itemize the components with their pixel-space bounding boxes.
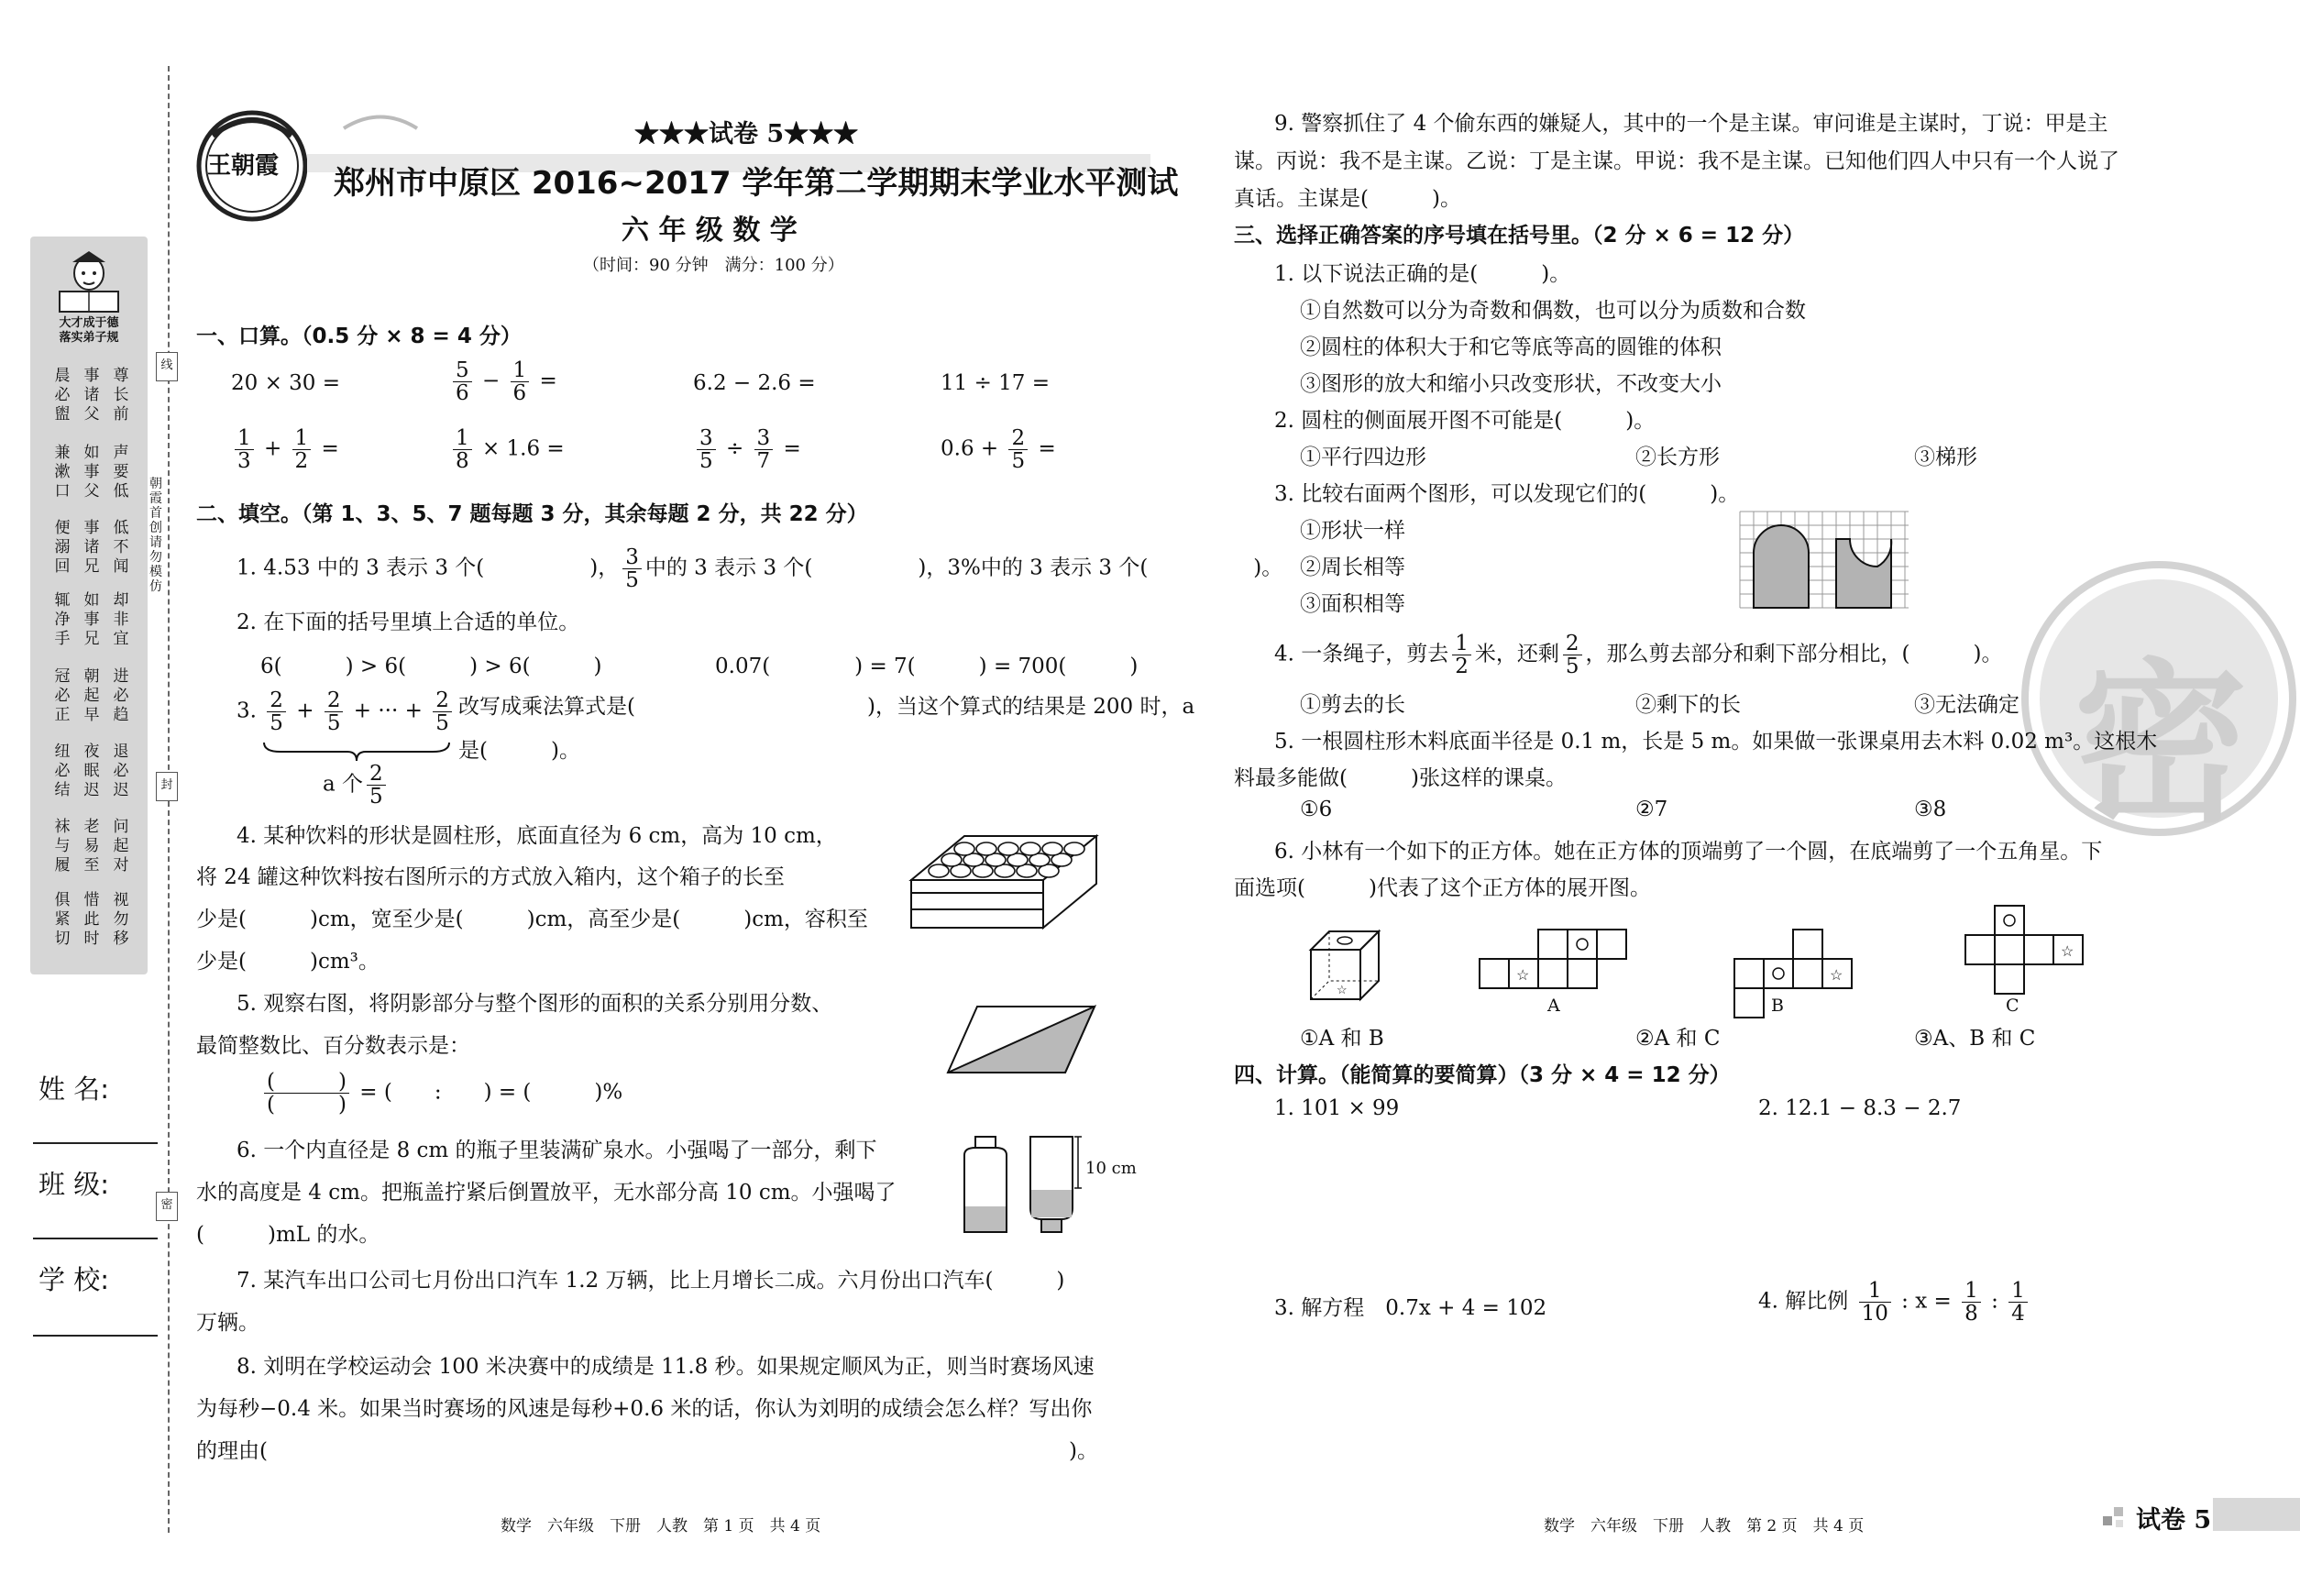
- denominator: 10: [1861, 1302, 1888, 1326]
- question-text: ，那么剪去部分和剩下部分相比，( )。: [1585, 642, 2003, 666]
- poem-column: 纽必结: [54, 743, 71, 799]
- denominator: 8: [456, 449, 469, 474]
- paper-tag: ★★★试卷 5★★★: [634, 120, 859, 149]
- calc-q3: 3. 解方程 0.7x + 4 = 102: [1274, 1296, 1547, 1320]
- poem-column: 老易至: [83, 818, 100, 875]
- denominator: 4: [2011, 1302, 2025, 1326]
- oral-q1: 20 × 30 =: [231, 371, 341, 395]
- fill-q3-text: 改写成乘法算式是( )，当这个算式的结果是 200 时，a: [458, 695, 1195, 719]
- page1-footer: 数学 六年级 下册 人教 第 1 页 共 4 页: [501, 1517, 821, 1535]
- page2-footer: 数学 六年级 下册 人教 第 2 页 共 4 页: [1544, 1517, 1865, 1535]
- choice-q4-opt3[interactable]: ③无法确定: [1914, 693, 2019, 717]
- fraction: [754, 427, 774, 472]
- exam-title: 郑州市中原区 2016~2017 学年第二学期期末学业水平测试: [334, 165, 1179, 202]
- fill-q8-line1: 8. 刘明在学校运动会 100 米决赛中的成绩是 11.8 秒。如果规定顺风为正，则当时赛场风速: [237, 1355, 1095, 1379]
- choice-q4: [1274, 633, 2003, 677]
- fraction: [1452, 633, 1471, 677]
- net-b-label: B: [1771, 996, 1784, 1016]
- choice-q2-opt3[interactable]: ③梯形: [1914, 446, 1977, 469]
- choice-q4-opt2[interactable]: ②剩下的长: [1635, 693, 1741, 717]
- fraction: [1962, 1280, 1981, 1325]
- poem-column: 尊长前: [113, 367, 129, 424]
- fill-q3-text2: 是( )。: [458, 739, 580, 763]
- choice-q5-opt3[interactable]: ③8: [1914, 798, 1947, 821]
- section2-title: 二、填空。（第 1、3、5、7 题每题 3 分，其余每题 2 分，共 22 分）: [196, 502, 868, 526]
- answer-rest: = ( : ) = ( )%: [359, 1080, 623, 1105]
- net-c-figure: [1964, 904, 2086, 997]
- question-text: 中的 3 表示 3 个( )，3%中的 3 表示 3 个( )。: [644, 556, 1283, 580]
- fill-q2-row-a: 6( ) > 6( ) > 6( ): [260, 655, 602, 678]
- name-field[interactable]: [33, 1142, 158, 1144]
- fraction: [235, 427, 254, 472]
- motto-line-1: 大才成于德: [59, 316, 119, 330]
- fill-q9-line2: 谋。丙说：我不是主谋。乙说：丁是主谋。甲说：我不是主谋。已知他们四人中只有一个人说了: [1234, 149, 2119, 173]
- choice-q1-opt1[interactable]: ①自然数可以分为奇数和偶数，也可以分为质数和合数: [1300, 299, 1806, 323]
- school-field[interactable]: [33, 1335, 158, 1337]
- class-field[interactable]: [33, 1238, 158, 1239]
- fraction: [2008, 1280, 2028, 1325]
- poem-column: 退必迟: [113, 743, 129, 799]
- poem-column: 兼漱口: [54, 444, 71, 501]
- oral-q4: 11 ÷ 17 =: [941, 371, 1051, 395]
- name-label: 姓 名:: [39, 1073, 109, 1105]
- corner-squares-icon: [2092, 1503, 2129, 1531]
- denominator: 2: [294, 449, 309, 474]
- time-score: （时间：90 分钟 满分：100 分）: [583, 256, 844, 275]
- equals: =: [783, 436, 801, 461]
- numerator: 3: [697, 427, 716, 450]
- choice-q6-line2: 面选项( )代表了这个正方体的展开图。: [1234, 876, 1651, 900]
- choice-q3-opt2[interactable]: ②周长相等: [1300, 556, 1405, 579]
- poem-column: 夜眠迟: [83, 743, 100, 799]
- numerator: 1: [235, 427, 254, 450]
- section4-title: 四、计算。（能简算的要简算）（3 分 × 4 = 12 分）: [1234, 1063, 1731, 1087]
- operator: −: [481, 369, 501, 393]
- numerator: 3: [622, 546, 642, 569]
- fill-q4-line4: 少是( )cm³。: [196, 950, 380, 974]
- numerator: 2: [1008, 427, 1028, 450]
- operator: : x =: [1901, 1289, 1952, 1314]
- answer-fraction[interactable]: [264, 1071, 349, 1116]
- choice-q6-line1: 6. 小林有一个如下的正方体。她在正方体的顶端剪了一个圆，在底端剪了一个五角星。下: [1274, 840, 2103, 864]
- denominator: 7: [756, 449, 771, 474]
- poem-column: 视勿移: [113, 891, 129, 948]
- choice-q1-opt3[interactable]: ③图形的放大和缩小只改变形状，不改变大小: [1300, 372, 1722, 396]
- poem-column: 朝起早: [83, 667, 100, 724]
- bottle-figure: [961, 1135, 1089, 1236]
- choice-q2-opt1[interactable]: ①平行四边形: [1300, 446, 1426, 469]
- calc-q2: 2. 12.1 − 8.3 − 2.7: [1758, 1096, 1962, 1120]
- corner-paper-tag: 试卷 5: [2136, 1506, 2212, 1535]
- poem-column: 辄净手: [54, 591, 71, 648]
- question-text: 4. 解比例: [1758, 1289, 1849, 1314]
- denominator: 8: [1964, 1302, 1978, 1326]
- fill-q5-line1: 5. 观察右图，将阴影部分与整个图形的面积的关系分别用分数、: [237, 992, 833, 1016]
- question-text: 1. 4.53 中的 3 表示 3 个( )，: [237, 556, 620, 580]
- section3-title: 三、选择正确答案的序号填在括号里。（2 分 × 6 = 12 分）: [1234, 224, 1805, 248]
- net-b-figure: [1733, 928, 1855, 1019]
- copyright-note: 朝霞首创 请勿模仿: [149, 477, 175, 594]
- denominator: 5: [326, 711, 341, 736]
- scholar-figure-icon: [41, 246, 137, 315]
- school-label: 学 校:: [39, 1264, 109, 1295]
- choice-q5-opt1[interactable]: ①6: [1300, 798, 1333, 821]
- choice-q4-opt1[interactable]: ①剪去的长: [1300, 693, 1405, 717]
- fill-q3: [237, 689, 456, 734]
- fraction: [453, 359, 472, 404]
- net-c-label: C: [2006, 996, 2019, 1016]
- oral-q5: [231, 427, 339, 472]
- bottle-figure-label: 10 cm: [1085, 1159, 1137, 1178]
- poem-column: 事诸兄: [83, 519, 100, 576]
- poem-column: 俱紧切: [54, 891, 71, 948]
- fraction: [622, 546, 642, 591]
- numerator: 1: [453, 427, 472, 450]
- denominator: 6: [512, 381, 527, 406]
- cut-mark-line: 线: [156, 352, 178, 381]
- poem-column: 如事兄: [83, 591, 100, 648]
- calc-q1: 1. 101 × 99: [1274, 1096, 1400, 1120]
- choice-q2-opt2[interactable]: ②长方形: [1635, 446, 1720, 469]
- equals: =: [321, 436, 339, 461]
- can-box-figure: [909, 834, 1098, 937]
- poem-column: 惜此时: [83, 891, 100, 948]
- net-a-label: A: [1547, 996, 1560, 1016]
- net-a-figure: [1478, 928, 1634, 990]
- fill-q4-line2: 将 24 罐这种饮料按右图所示的方式放入箱内，这个箱子的长至: [196, 865, 785, 889]
- corner-tag-bg: [2213, 1498, 2300, 1531]
- numerator: 1: [2008, 1280, 2028, 1303]
- choice-q3-opt3[interactable]: ③面积相等: [1300, 592, 1405, 616]
- question-text: 4. 一条绳子，剪去: [1274, 642, 1449, 666]
- parallelogram-figure: [946, 1005, 1096, 1074]
- section1-title: 一、口算。（0.5 分 × 8 = 4 分）: [196, 325, 522, 348]
- poem-column: 冠必正: [54, 667, 71, 724]
- poem-column: 袜与履: [54, 818, 71, 875]
- numerator: 2: [433, 689, 452, 712]
- exam-subject: 六 年 级 数 学: [622, 215, 798, 247]
- fraction: [292, 427, 312, 472]
- cube-figure: [1309, 930, 1382, 1003]
- choice-q1: 1. 以下说法正确的是( )。: [1274, 262, 1571, 286]
- numerator: 2: [367, 763, 386, 786]
- fill-q4-line3: 少是( )cm，宽至少是( )cm，高至少是( )cm，容积至: [196, 908, 868, 931]
- poem-column: 晨必盥: [54, 367, 71, 424]
- fill-q6-line3: ( )mL 的水。: [196, 1223, 380, 1247]
- poem-column: 声要低: [113, 444, 129, 501]
- brace-label: [323, 763, 390, 808]
- fraction: [433, 689, 452, 734]
- choice-q6-opt2[interactable]: ②A 和 C: [1635, 1027, 1721, 1051]
- numerator-blank: ( ): [264, 1071, 349, 1094]
- numerator: 1: [292, 427, 312, 450]
- fraction: [511, 359, 530, 404]
- choice-q6-opt1[interactable]: ①A 和 B: [1300, 1027, 1384, 1051]
- numerator: 2: [1563, 633, 1582, 655]
- fraction: [1008, 427, 1028, 472]
- choice-q2: 2. 圆柱的侧面展开图不可能是( )。: [1274, 409, 1656, 433]
- numerator: 1: [511, 359, 530, 382]
- fraction: [367, 763, 386, 808]
- choice-q5-line2: 料最多能做( )张这样的课桌。: [1234, 766, 1567, 790]
- svg-text:☆: ☆: [1516, 966, 1530, 984]
- operator: ÷: [725, 436, 744, 461]
- oral-q3: 6.2 − 2.6 =: [693, 371, 816, 395]
- cut-mark-seal: 封: [156, 772, 178, 801]
- denominator: 3: [237, 449, 251, 474]
- numerator: 1: [1859, 1280, 1891, 1303]
- oral-q6: [449, 427, 565, 472]
- denominator: 5: [435, 711, 449, 736]
- brand-logo-text: 王朝霞: [207, 152, 280, 180]
- poem-column: 却非宜: [113, 591, 129, 648]
- class-label: 班 级:: [39, 1169, 109, 1200]
- choice-q5-line1: 5. 一根圆柱形木料底面半径是 0.1 m，长是 5 m。如果做一张课桌用去木料 0.02 m³。这根木: [1274, 730, 2158, 754]
- svg-text:☆: ☆: [1830, 966, 1843, 984]
- fill-q6-line2: 水的高度是 4 cm。把瓶盖拧紧后倒置放平，无水部分高 10 cm。小强喝了: [196, 1181, 897, 1205]
- numerator: 5: [453, 359, 472, 382]
- denominator-blank: ( ): [267, 1093, 347, 1117]
- equals: =: [1038, 436, 1056, 461]
- poem-column: 如事父: [83, 444, 100, 501]
- question-number: 3.: [237, 699, 257, 723]
- denominator: 5: [625, 568, 639, 593]
- poem-column: 问起对: [113, 818, 129, 875]
- fill-q8-line3: 的理由( )。: [196, 1439, 1098, 1463]
- fill-q5-answer: [260, 1071, 622, 1116]
- operator: +: [263, 436, 282, 461]
- svg-text:☆: ☆: [2061, 942, 2074, 960]
- poem-column: 便溺回: [54, 519, 71, 576]
- fill-q9-line3: 真话。主谋是( )。: [1234, 187, 1461, 211]
- grid-shapes-figure: [1738, 510, 1912, 614]
- fill-q2-row-b: 0.07( ) = 7( ) = 700( ): [715, 655, 1139, 678]
- fill-q1: [237, 546, 1282, 591]
- choice-q3: 3. 比较右面两个图形，可以发现它们的( )。: [1274, 482, 1740, 506]
- denominator: 6: [456, 381, 469, 406]
- denominator: 5: [270, 711, 283, 736]
- oral-q7: [693, 427, 801, 472]
- fraction: [453, 427, 472, 472]
- denominator: 5: [369, 785, 383, 809]
- fraction: [697, 427, 716, 472]
- fill-q5-line2: 最简整数比、百分数表示是：: [196, 1034, 470, 1058]
- choice-q3-opt1[interactable]: ①形状一样: [1300, 519, 1405, 543]
- fill-q8-line2: 为每秒−0.4 米。如果当时赛场的风速是每秒+0.6 米的话，你认为刘明的成绩会怎么样？写出你: [196, 1397, 1093, 1421]
- watermark-text: 密: [2074, 642, 2249, 846]
- fraction: [1563, 633, 1582, 677]
- fill-q2: 2. 在下面的括号里填上合适的单位。: [237, 611, 580, 634]
- numerator: 2: [325, 689, 344, 712]
- choice-q1-opt2[interactable]: ②圆柱的体积大于和它等底等高的圆锥的体积: [1300, 336, 1722, 359]
- numerator: 2: [267, 689, 286, 712]
- oral-q2: [449, 359, 557, 404]
- choice-q6-opt3[interactable]: ③A、B 和 C: [1914, 1027, 2036, 1051]
- fill-q7-line2: 万辆。: [196, 1311, 259, 1335]
- svg-text:☆: ☆: [1337, 984, 1348, 997]
- fill-q9-line1: 9. 警察抓住了 4 个偷东西的嫌疑人，其中的一个是主谋。审问谁是主谋时，丁说：甲是主: [1274, 112, 2108, 136]
- oral-q8: [941, 427, 1056, 472]
- poem-column: 低不闻: [113, 519, 129, 576]
- equals: =: [539, 369, 557, 393]
- numerator: 1: [1962, 1280, 1981, 1303]
- fraction: [325, 689, 344, 734]
- operator: +: [296, 699, 314, 723]
- calc-q4: [1758, 1280, 2031, 1325]
- numerator: 3: [754, 427, 774, 450]
- expression-rest: × 1.6 =: [481, 436, 565, 461]
- sidebar-motto: [35, 316, 143, 346]
- fraction: [267, 689, 286, 734]
- poem-column: 进必趋: [113, 667, 129, 724]
- expression-prefix: 0.6 +: [941, 436, 999, 461]
- fill-q7-line1: 7. 某汽车出口公司七月份出口汽车 1.2 万辆，比上月增长二成。六月份出口汽车( ): [237, 1269, 1065, 1293]
- motto-line-2: 落实弟子规: [59, 331, 119, 345]
- fill-q4-line1: 4. 某种饮料的形状是圆柱形，底面直径为 6 cm，高为 10 cm，: [237, 824, 837, 848]
- fill-q6-line1: 6. 一个内直径是 8 cm 的瓶子里装满矿泉水。小强喝了一部分，剩下: [237, 1139, 877, 1162]
- choice-q5-opt2[interactable]: ②7: [1635, 798, 1668, 821]
- cut-mark-secret: 密: [156, 1192, 178, 1221]
- operator: + ··· +: [353, 699, 423, 723]
- poem-column: 事诸父: [83, 367, 100, 424]
- question-text: 米，还剩: [1474, 642, 1559, 666]
- denominator: 5: [1011, 449, 1026, 474]
- denominator: 2: [1455, 655, 1469, 679]
- brace-text: a 个: [323, 772, 364, 797]
- denominator: 5: [699, 449, 713, 474]
- numerator: 1: [1452, 633, 1471, 655]
- fraction: [1859, 1280, 1891, 1325]
- brace-icon: [262, 741, 451, 763]
- denominator: 5: [1565, 655, 1579, 679]
- operator: :: [1991, 1289, 1998, 1314]
